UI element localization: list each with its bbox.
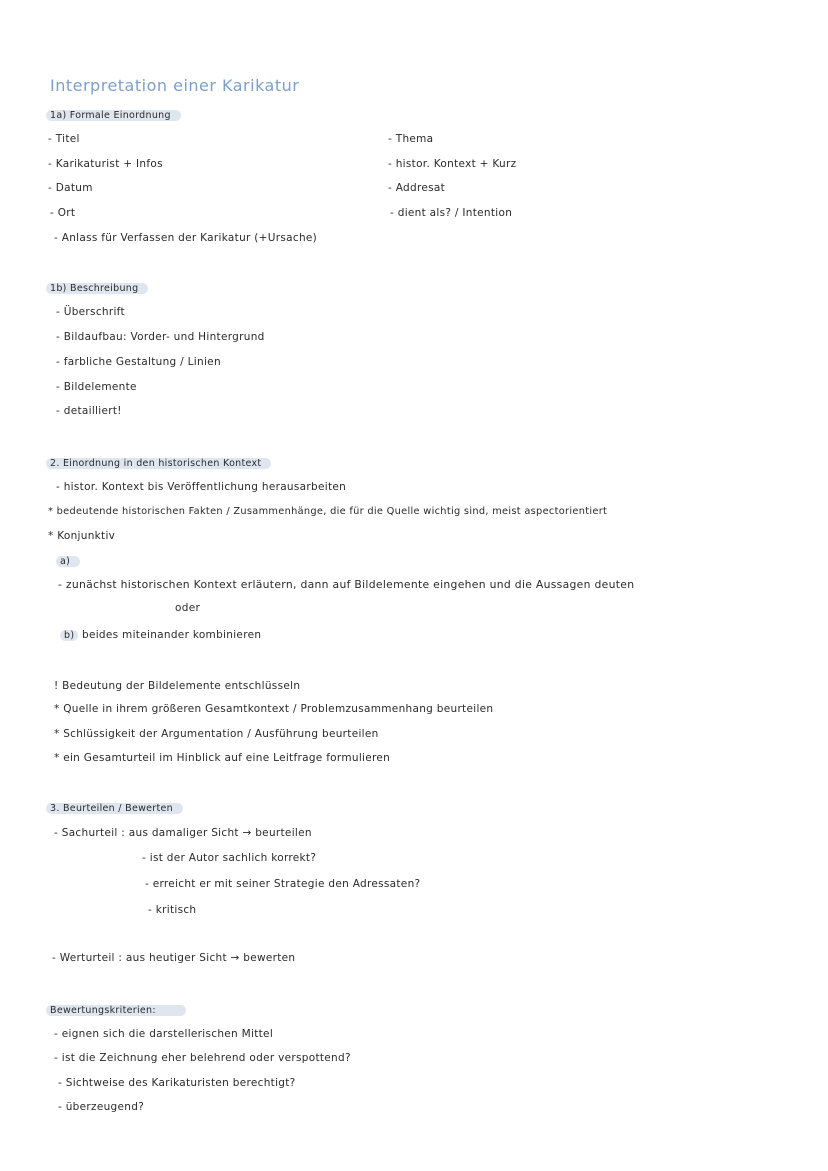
list-item: - Bildelemente xyxy=(56,381,137,393)
page-title: Interpretation einer Karikatur xyxy=(50,76,300,95)
list-item: - Thema xyxy=(388,133,434,145)
list-item: - histor. Kontext + Kurz xyxy=(388,158,517,170)
list-item: - kritisch xyxy=(148,904,197,916)
list-item: - überzeugend? xyxy=(58,1101,145,1113)
list-item: - Titel xyxy=(48,133,80,145)
list-item: - Datum xyxy=(48,182,93,194)
list-item: - ist der Autor sachlich korrekt? xyxy=(142,852,317,864)
list-item: - farbliche Gestaltung / Linien xyxy=(56,356,221,368)
list-item-b: b) beides miteinander kombinieren xyxy=(60,627,261,644)
section-header-2: 2. Einordnung in den historischen Kontext xyxy=(46,455,271,472)
list-item: * ein Gesamturteil im Hinblick auf eine Leitfrage formulieren xyxy=(54,752,391,764)
section-header-1a: 1a) Formale Einordnung xyxy=(46,107,181,124)
list-item: - eignen sich die darstellerischen Mittel xyxy=(54,1028,274,1040)
list-item: - Bildaufbau: Vorder- und Hintergrund xyxy=(56,331,265,343)
list-item: * bedeutende historischen Fakten / Zusammenhänge, die für die Quelle wichtig sind, meist aspectorientiert xyxy=(48,506,608,517)
list-item: ! Bedeutung der Bildelemente entschlüsseln xyxy=(54,680,301,692)
section-header-1b: 1b) Beschreibung xyxy=(46,280,148,297)
list-item: * Konjunktiv xyxy=(48,530,116,542)
list-item: * Schlüssigkeit der Argumentation / Ausführung beurteilen xyxy=(54,728,379,740)
list-item: - erreicht er mit seiner Strategie den Adressaten? xyxy=(145,878,421,890)
list-item: - Anlass für Verfassen der Karikatur (+Ursache) xyxy=(54,232,318,244)
or-text: oder xyxy=(175,602,201,614)
list-item: - dient als? / Intention xyxy=(390,207,513,219)
section-header-criteria: Bewertungskriterien: xyxy=(46,1002,186,1019)
list-item: - zunächst historischen Kontext erläutern, dann auf Bildelemente eingehen und die Aussagen deuten xyxy=(58,578,635,591)
list-item: - Sichtweise des Karikaturisten berechtigt? xyxy=(58,1077,296,1089)
list-item: - Sachurteil : aus damaliger Sicht → beurteilen xyxy=(54,827,312,839)
list-item: - Ort xyxy=(50,207,76,219)
list-item: - Werturteil : aus heutiger Sicht → bewerten xyxy=(52,952,296,964)
list-item: - Überschrift xyxy=(56,306,125,318)
list-item: - Karikaturist + Infos xyxy=(48,158,163,170)
section-header-3: 3. Beurteilen / Bewerten xyxy=(46,800,183,817)
list-item: * Quelle in ihrem größeren Gesamtkontext / Problemzusammenhang beurteilen xyxy=(54,703,494,715)
label-a: a) xyxy=(56,553,80,570)
list-item: - histor. Kontext bis Veröffentlichung herausarbeiten xyxy=(56,481,347,493)
list-item: - ist die Zeichnung eher belehrend oder verspottend? xyxy=(54,1052,351,1064)
list-item: - Addresat xyxy=(388,182,446,194)
list-item: - detailliert! xyxy=(56,405,122,417)
